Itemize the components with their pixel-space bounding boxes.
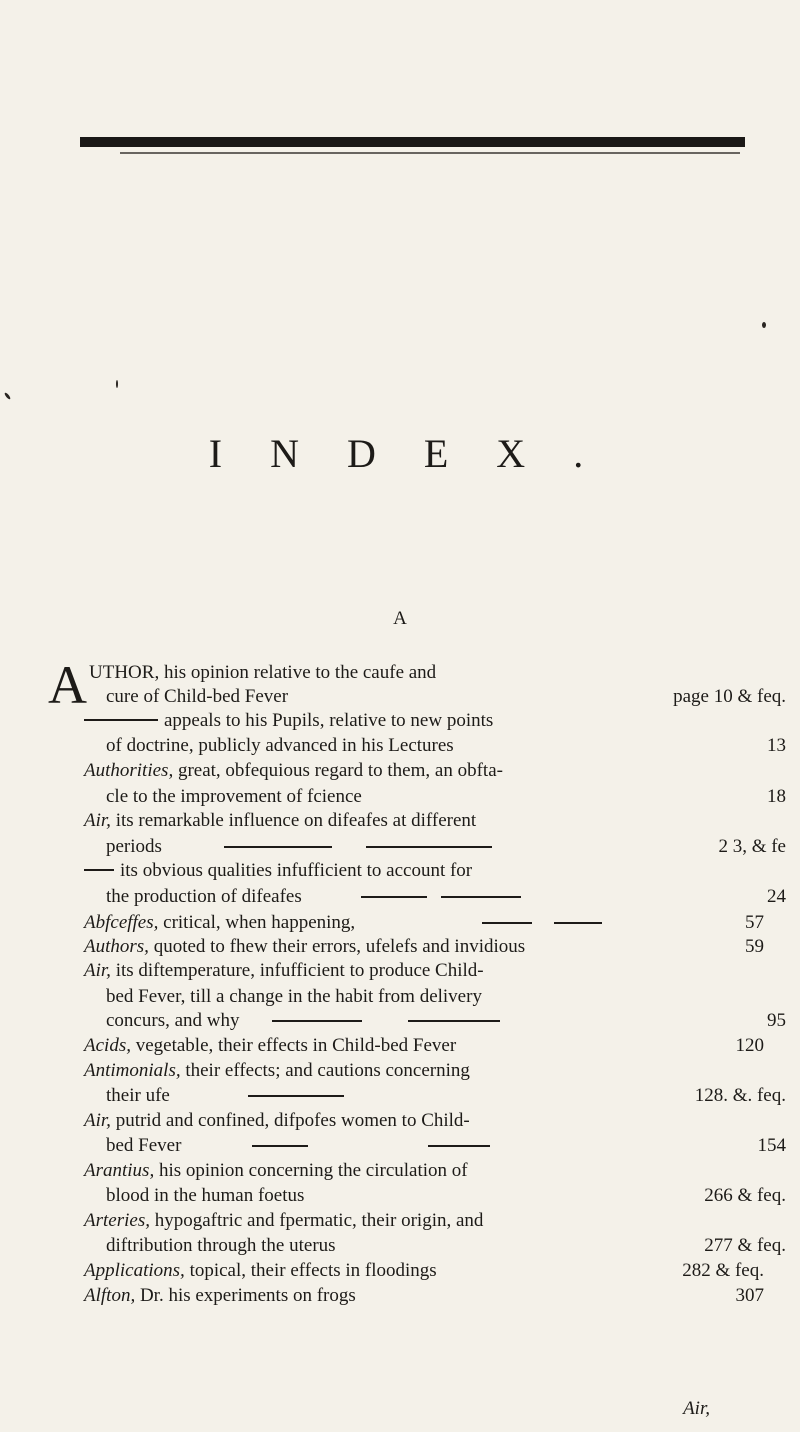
- entry-term: Air,: [84, 1110, 111, 1131]
- entry-text: hypogaftric and fpermatic, their origin, and: [149, 1210, 484, 1231]
- entry-term: Abfceffes,: [84, 912, 159, 933]
- section-letter: A: [393, 608, 407, 629]
- index-line: [84, 858, 764, 884]
- page-ref: 57: [745, 912, 764, 933]
- index-line: [84, 910, 764, 936]
- index-line: [84, 1283, 764, 1309]
- index-line: [106, 784, 786, 810]
- page-ref: 24: [767, 886, 786, 907]
- page-ref: 59: [745, 936, 764, 957]
- page-ref: 266 & feq.: [704, 1185, 786, 1206]
- entry-text: critical, when happening,: [158, 912, 356, 933]
- entry-text: its diftemperature, infufficient to produce Child-: [110, 960, 484, 981]
- entry-text: bed Fever: [106, 1135, 182, 1156]
- index-line: [106, 1083, 786, 1109]
- index-line: [84, 1058, 764, 1084]
- entry-text: its remarkable influence on difeafes at different: [110, 810, 477, 831]
- entry-text: of doctrine, publicly advanced in his Lectures: [106, 735, 454, 756]
- index-line: [84, 708, 764, 734]
- page-title: INDEX.: [208, 431, 632, 476]
- index-line: [84, 808, 764, 834]
- index-line: [106, 884, 786, 910]
- page-ref: 277 & feq.: [704, 1235, 786, 1256]
- entry-text: its obvious qualities infufficient to account for: [120, 860, 473, 881]
- page-ref: 2 3, & fe: [718, 836, 786, 857]
- leader-dash: [554, 922, 602, 924]
- leader-dash: [428, 1145, 490, 1147]
- catchword: Air,: [683, 1398, 710, 1419]
- drop-cap: A: [48, 655, 87, 715]
- page-ref: 282 & feq.: [682, 1260, 764, 1281]
- page-ref: 18: [767, 786, 786, 807]
- page-ref: 154: [757, 1135, 786, 1156]
- entry-term: Air,: [84, 810, 111, 831]
- entry-term: Acids,: [84, 1035, 131, 1056]
- entry-text: cure of Child-bed Fever: [106, 686, 289, 707]
- leader-dash: [366, 846, 492, 848]
- entry-text: cle to the improvement of fcience: [106, 786, 362, 807]
- entry-term: Authorities,: [84, 760, 174, 781]
- index-line: [106, 1233, 786, 1259]
- entry-term: Antimonials,: [84, 1060, 181, 1081]
- page-ref: 307: [735, 1285, 764, 1306]
- leader-dash: [272, 1020, 362, 1022]
- index-line: [84, 1033, 764, 1059]
- entry-text: their ufe: [106, 1085, 170, 1106]
- entry-text: blood in the human foetus: [106, 1185, 305, 1206]
- index-line: [84, 1208, 764, 1234]
- entry-text: UTHOR, his opinion relative to the caufe and: [89, 662, 437, 683]
- index-line: [84, 1108, 764, 1134]
- entry-term: Authors,: [84, 936, 149, 957]
- index-line: [84, 1158, 764, 1184]
- leader-dash: [252, 1145, 308, 1147]
- ditto-dash: [84, 869, 114, 871]
- index-line: [106, 684, 786, 710]
- entry-text: vegetable, their effects in Child-bed Fever: [130, 1035, 457, 1056]
- entry-text: the production of difeafes: [106, 886, 302, 907]
- page-ref: 120: [735, 1035, 764, 1056]
- entry-text: putrid and confined, difpofes women to Child-: [110, 1110, 470, 1131]
- index-line: [84, 958, 764, 984]
- entry-text: topical, their effects in floodings: [184, 1260, 437, 1281]
- index-line: [106, 1133, 786, 1159]
- index-line: [84, 934, 764, 960]
- entry-term: Applications,: [84, 1260, 185, 1281]
- index-line: [106, 1183, 786, 1209]
- leader-dash: [482, 922, 532, 924]
- leader-dash: [361, 896, 427, 898]
- entry-text: periods: [106, 836, 162, 857]
- leader-dash: [408, 1020, 500, 1022]
- page-ref: 128. &. feq.: [694, 1085, 786, 1106]
- entry-text: quoted to fhew their errors, ufelefs and invidious: [148, 936, 526, 957]
- index-line: [84, 1258, 764, 1284]
- page-ref: page 10 & feq.: [673, 686, 786, 707]
- entry-text: diftribution through the uterus: [106, 1235, 336, 1256]
- entry-text: their effects; and cautions concerning: [180, 1060, 470, 1081]
- page-ref: 95: [767, 1010, 786, 1031]
- entry-text: his opinion concerning the circulation of: [154, 1160, 468, 1181]
- entry-text: great, obfequious regard to them, an obfta-: [173, 760, 503, 781]
- entry-text: Dr. his experiments on frogs: [135, 1285, 356, 1306]
- entry-term: Arteries,: [84, 1210, 150, 1231]
- leader-dash: [441, 896, 521, 898]
- index-line: [106, 984, 786, 1010]
- entry-term: Alfton,: [84, 1285, 136, 1306]
- entry-text: bed Fever, till a change in the habit from delivery: [106, 986, 482, 1007]
- leader-dash: [224, 846, 332, 848]
- index-line: [106, 834, 786, 860]
- page-ref: 13: [767, 735, 786, 756]
- index-line: [106, 733, 786, 759]
- entry-text: appeals to his Pupils, relative to new points: [164, 710, 494, 731]
- entry-text: concurs, and why: [106, 1010, 240, 1031]
- entry-term: Air,: [84, 960, 111, 981]
- index-line: [106, 1008, 786, 1034]
- index-line: [84, 758, 764, 784]
- entry-term: Arantius,: [84, 1160, 155, 1181]
- ditto-dash: [84, 719, 158, 721]
- leader-dash: [248, 1095, 344, 1097]
